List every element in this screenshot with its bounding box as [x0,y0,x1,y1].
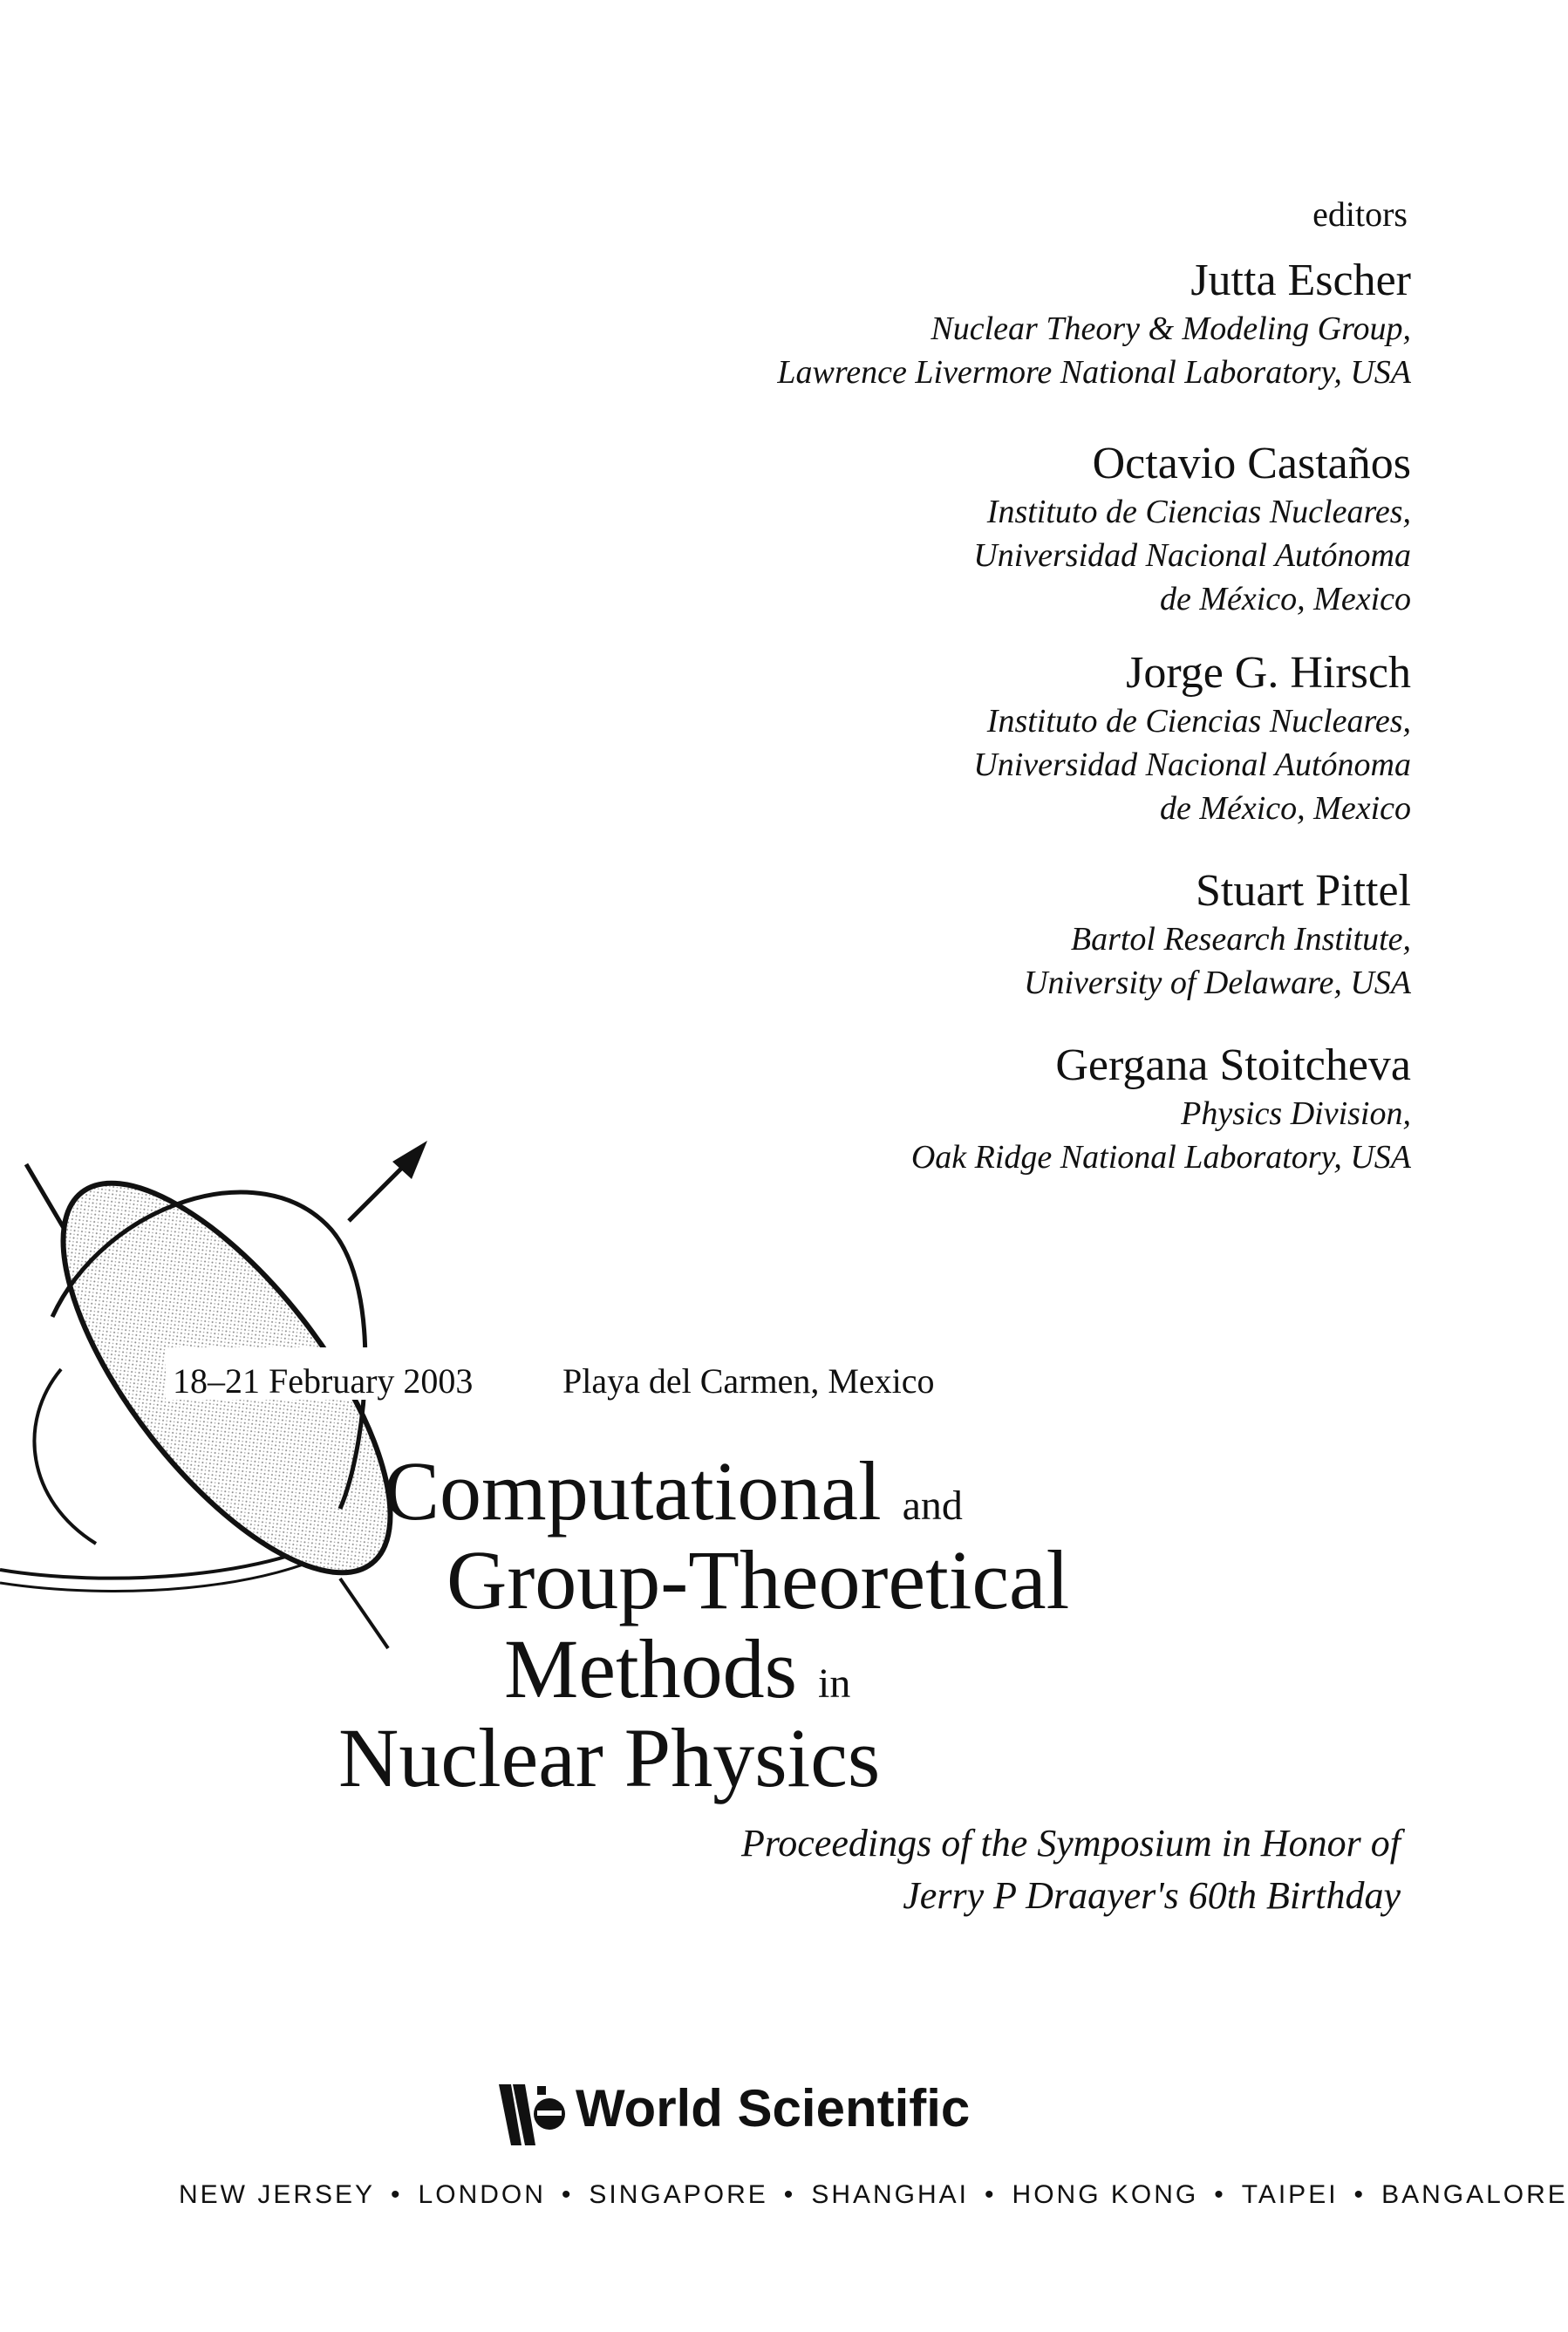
editor-affiliation: University of Delaware, USA [1024,965,1411,1001]
city: LONDON [418,2180,546,2209]
axis-line-bottom [340,1579,388,1648]
editor-affiliation: Universidad Nacional Autónoma [973,747,1411,783]
publisher-cities [179,2180,1568,2210]
city-separator: • [1214,2180,1226,2209]
city: TAIPEI [1241,2180,1339,2209]
editor-affiliation: Universidad Nacional Autónoma [973,537,1411,574]
city-separator: • [391,2180,403,2209]
editor-affiliation: Lawrence Livermore National Laboratory, USA [777,354,1411,391]
subtitle-line: Jerry P Draayer's 60th Birthday [903,1874,1401,1917]
title-connector: in [818,1660,851,1707]
editor-name: Stuart Pittel [1196,866,1411,916]
editor-name: Octavio Castaños [1092,439,1411,488]
orbit-arc-left [34,1369,96,1544]
city-separator: • [985,2180,997,2209]
editor-stuart-pittel [1024,865,1411,1005]
editor-jutta-escher [777,255,1411,394]
editor-affiliation: de México, Mexico [1160,581,1411,617]
editor-affiliation: de México, Mexico [1160,790,1411,827]
editor-jorge-hirsch [973,647,1411,830]
editor-octavio-castanos [973,438,1411,621]
event-date: 18–21 February 2003 [173,1361,474,1401]
title-word: Computational [384,1444,882,1538]
title-word: Group-Theoretical [447,1533,1070,1626]
editor-name: Jorge G. Hirsch [1126,648,1411,698]
title-line-2 [447,1533,1070,1626]
city: BANGALORE [1381,2180,1568,2209]
city-separator: • [561,2180,574,2209]
city-separator: • [1353,2180,1367,2209]
subtitle-line: Proceedings of the Symposium in Honor of [740,1822,1401,1865]
editor-gergana-stoitcheva [911,1040,1411,1179]
editor-affiliation: Bartol Research Institute, [1070,921,1411,958]
orbit-illustration [0,1134,488,1674]
editors-heading: editors [1312,194,1408,234]
editor-affiliation: Physics Division, [1181,1095,1411,1132]
title-word: Nuclear Physics [338,1711,881,1804]
title-line-4 [338,1711,881,1804]
city: HONG KONG [1012,2180,1199,2209]
title-word: Methods [504,1622,797,1715]
editor-affiliation: Nuclear Theory & Modeling Group, [931,310,1411,347]
subtitle [741,1817,1401,1922]
city: SHANGHAI [811,2180,970,2209]
editor-affiliation: Instituto de Ciencias Nucleares, [986,494,1411,530]
editor-name: Jutta Escher [1190,256,1411,305]
publisher-name: World Scientific [576,2079,971,2138]
title-connector: and [902,1483,963,1529]
world-scientific-logo-icon [499,2081,569,2151]
event-place: Playa del Carmen, Mexico [562,1361,935,1401]
city: NEW JERSEY [179,2180,376,2209]
editor-name: Gergana Stoitcheva [1055,1040,1411,1090]
city-separator: • [783,2180,796,2209]
editor-affiliation: Instituto de Ciencias Nucleares, [986,703,1411,740]
editor-affiliation: Oak Ridge National Laboratory, USA [910,1139,1411,1176]
city: SINGAPORE [589,2180,768,2209]
